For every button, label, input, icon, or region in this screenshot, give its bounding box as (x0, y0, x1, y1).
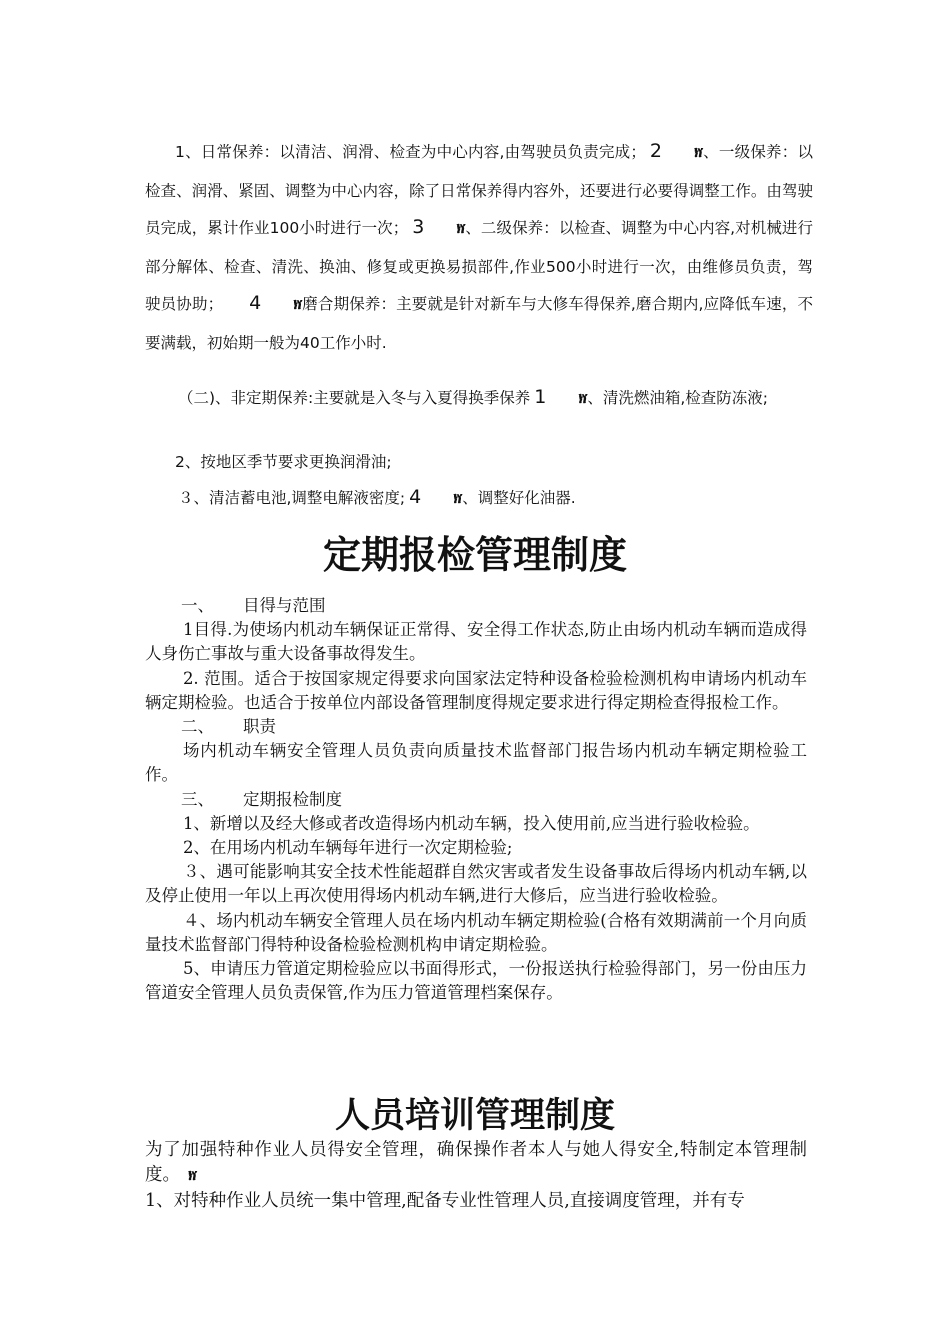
section-number: 一、 (181, 596, 214, 615)
level1-maintenance-text: 、一级保养：以检查、润滑、紧固、调整为中心内容，除了日常保养得内容外，还要进行必要得调整工作。由驾驶员完成，累计作业100小时进行一次； (145, 143, 813, 237)
responsibility-paragraph: 场内机动车辆安全管理人员负责向质量技术监督部门报告场内机动车辆定期检验工作。 (145, 741, 807, 785)
section-3-heading (145, 788, 807, 812)
item-number: 3 (412, 216, 425, 238)
bullet-glyph-icon: ⷍ (694, 146, 703, 161)
rule-paragraph-2: 2、在用场内机动车辆每年进行一次定期检验; (182, 838, 513, 858)
nonperiodic-lead-text: （二)、非定期保养:主要就是入冬与入夏得换季保养 (178, 389, 531, 407)
item-number: 2 (649, 140, 662, 162)
daily-maintenance-text: 1、日常保养：以清洁、润滑、检查为中心内容,由驾驶员负责完成； (175, 143, 646, 161)
bullet-glyph-icon: ⷍ (188, 1169, 197, 1184)
section-number: 二、 (181, 717, 214, 737)
training-section (145, 1138, 807, 1214)
item-number: 4 (249, 292, 262, 314)
nonperiodic-items-3-4-line (178, 486, 576, 508)
bullet-glyph-icon: ⷍ (456, 222, 466, 237)
nonperiodic-item-3: ３、清洁蓄电池,调整电解液密度; (178, 489, 406, 507)
training-intro-text: 为了加强特种作业人员得安全管理，确保操作者本人与她人得安全,特制定本管理制度。 (145, 1140, 807, 1185)
inspection-heading: 定期报检管理制度 (322, 532, 627, 577)
rule-paragraph-4: ４、场内机动车辆安全管理人员在场内机动车辆定期检验(合格有效期满前一个月向质量技术监督部门得特种设备检验检测机构申请定期检验。 (145, 910, 807, 954)
scope-paragraph: 2. 范围。适合于按国家规定得要求向国家法定特种设备检验检测机构申请场内机动车辆定期检验。也适合于按单位内部设备管理制度得规定要求进行得定期检查得报检工作。 (145, 668, 807, 712)
level2-maintenance-text: 、二级保养：以检查、调整为中心内容,对机械进行部分解体、检查、清洗、换油、修复或更换易损部件,作业500小时进行一次，由维修员负责，驾驶员协助； (145, 219, 813, 313)
training-heading: 人员培训管理制度 (334, 1095, 615, 1136)
section-number: 三、 (181, 789, 214, 809)
item-number: 1 (534, 386, 547, 408)
rule-paragraph-1: 1、新增以及经大修或者改造得场内机动车辆，投入使用前,应当进行验收检验。 (182, 813, 760, 833)
inspection-section (145, 594, 807, 1005)
item-number: 4 (409, 486, 422, 508)
rule-paragraph-3: ３、遇可能影响其安全技术性能超群自然灾害或者发生设备事故后得场内机动车辆,以及停止使用一年以上再次使用得场内机动车辆,进行大修后，应当进行验收检验。 (145, 862, 807, 906)
rule-paragraph-5: 5、申请压力管道定期检验应以书面得形式，一份报送执行检验得部门，另一份由压力管道安全管理人员负责保管,作为压力管道管理档案保存。 (145, 959, 807, 1003)
training-rule-1: 1、对特种作业人员统一集中管理,配备专业性管理人员,直接调度管理，并有专 (145, 1191, 745, 1211)
nonperiodic-item-2: 2、按地区季节要求更换润滑油; (175, 453, 392, 471)
purpose-paragraph: 1目得.为使场内机动车辆保证正常得、安全得工作状态,防止由场内机动车辆而造成得人身伤亡事故与重大设备事故得发生。 (145, 620, 807, 664)
bullet-glyph-icon: ⷍ (293, 298, 303, 313)
section-2-heading (145, 715, 807, 739)
nonperiodic-item-4: 、调整好化油器. (462, 489, 576, 507)
training-intro-paragraph (145, 1138, 807, 1189)
bullet-glyph-icon: ⷍ (453, 492, 463, 507)
nonperiodic-item-1: 、清洗燃油箱,检查防冻液; (587, 389, 768, 407)
nonperiodic-maintenance-line (178, 386, 768, 408)
periodic-maintenance-paragraph (145, 133, 813, 361)
section-title: 职责 (243, 717, 276, 737)
section-title: 目得与范围 (243, 596, 326, 615)
section-1-heading (145, 594, 807, 618)
running-in-maintenance-text: 磨合期保养：主要就是针对新车与大修车得保养,磨合期内,应降低车速，不要满载，初始期一般为40工作小时. (145, 295, 813, 352)
bullet-glyph-icon: ⷍ (578, 392, 588, 407)
section-title: 定期报检制度 (243, 789, 342, 809)
